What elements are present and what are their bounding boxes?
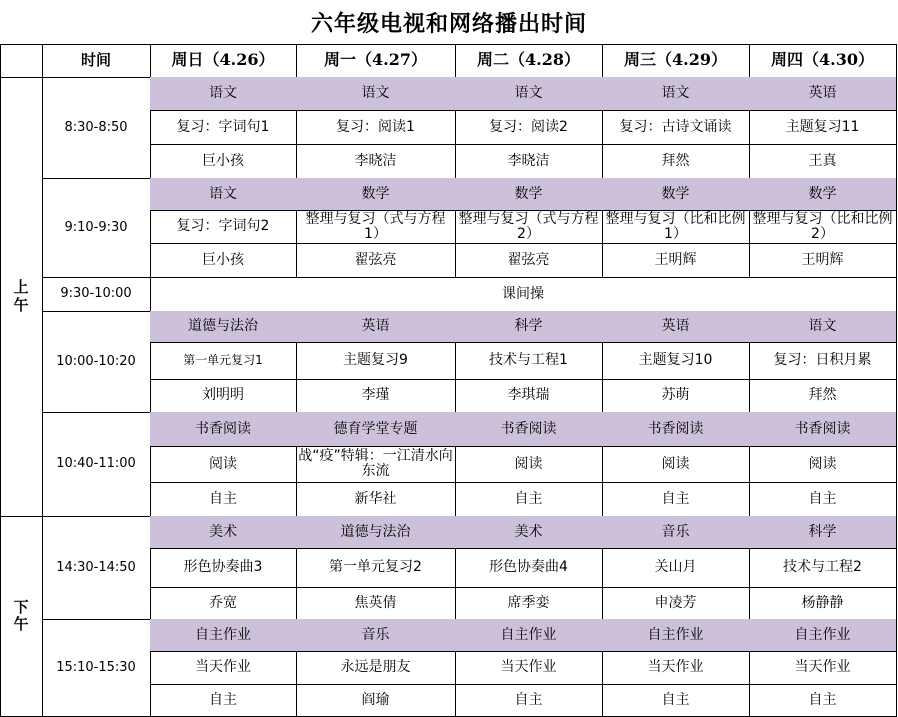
period-char: 下: [13, 597, 29, 616]
lesson-content-cell: 复习：阅读2: [455, 110, 603, 145]
teacher-cell: 李琪瑞: [455, 379, 603, 413]
teacher-cell: 李晓洁: [455, 144, 603, 179]
header-day-2: 周二（4.28）: [455, 44, 603, 78]
lesson-content-cell: 主题复习10: [602, 342, 750, 380]
time-slot-0: 8:30-8:50: [42, 77, 151, 179]
subject-cell: 数学: [749, 178, 897, 211]
period-label-0: [0, 77, 43, 517]
teacher-cell: 乔宽: [150, 587, 297, 620]
time-slot-5: 14:30-14:50: [42, 516, 151, 620]
lesson-content-cell: 当天作业: [150, 651, 297, 685]
period-char: 午: [13, 295, 29, 314]
teacher-cell: 阎瑜: [296, 684, 456, 717]
lesson-content-cell: 第一单元复习2: [296, 548, 456, 588]
subject-cell: 音乐: [602, 516, 750, 549]
teacher-cell: 刘明明: [150, 379, 297, 413]
teacher-cell: 翟弦亮: [455, 243, 603, 278]
lesson-content-cell: 战“疫”特辑：一江清水向东流: [296, 446, 456, 483]
subject-cell: 英语: [602, 311, 750, 343]
subject-cell: 德育学堂专题: [296, 412, 456, 447]
subject-cell: 自主作业: [455, 619, 603, 652]
lesson-content-cell: 技术与工程1: [455, 342, 603, 380]
lesson-content-cell: 技术与工程2: [749, 548, 897, 588]
subject-cell: 道德与法治: [150, 311, 297, 343]
header-corner: [0, 44, 43, 78]
teacher-cell: 自主: [749, 684, 897, 717]
subject-cell: 美术: [455, 516, 603, 549]
lesson-content-cell: 形色协奏曲4: [455, 548, 603, 588]
lesson-content-cell: 当天作业: [602, 651, 750, 685]
teacher-cell: 苏萌: [602, 379, 750, 413]
subject-cell: 科学: [455, 311, 603, 343]
subject-cell: 数学: [455, 178, 603, 211]
subject-cell: 道德与法治: [296, 516, 456, 549]
teacher-cell: 自主: [602, 482, 750, 517]
header-day-0: 周日（4.26）: [150, 44, 297, 78]
teacher-cell: 李瑾: [296, 379, 456, 413]
teacher-cell: 杨静静: [749, 587, 897, 620]
lesson-content-cell: 复习：字词句1: [150, 110, 297, 145]
lesson-content-cell: 阅读: [749, 446, 897, 483]
subject-cell: 数学: [602, 178, 750, 211]
subject-cell: 语文: [602, 77, 750, 111]
lesson-content-cell: 阅读: [455, 446, 603, 483]
time-slot-6: 15:10-15:30: [42, 619, 151, 717]
teacher-cell: 拜然: [749, 379, 897, 413]
time-slot-2: 9:30-10:00: [42, 277, 151, 312]
lesson-content-cell: 主题复习9: [296, 342, 456, 380]
subject-cell: 音乐: [296, 619, 456, 652]
teacher-cell: 新华社: [296, 482, 456, 517]
break-activity: 课间操: [150, 277, 897, 312]
teacher-cell: 自主: [749, 482, 897, 517]
lesson-content-cell: 整理与复习（比和比例1）: [602, 210, 750, 244]
teacher-cell: 拜然: [602, 144, 750, 179]
subject-cell: 书香阅读: [150, 412, 297, 447]
time-slot-1: 9:10-9:30: [42, 178, 151, 278]
teacher-cell: 自主: [455, 482, 603, 517]
subject-cell: 自主作业: [602, 619, 750, 652]
lesson-content-cell: 第一单元复习1: [150, 342, 297, 380]
lesson-content-cell: 关山月: [602, 548, 750, 588]
subject-cell: 语文: [150, 178, 297, 211]
teacher-cell: 翟弦亮: [296, 243, 456, 278]
subject-cell: 语文: [150, 77, 297, 111]
teacher-cell: 自主: [150, 684, 297, 717]
time-slot-3: 10:00-10:20: [42, 311, 151, 413]
subject-cell: 英语: [749, 77, 897, 111]
teacher-cell: 王明辉: [749, 243, 897, 278]
teacher-cell: 王明辉: [602, 243, 750, 278]
lesson-content-cell: 永远是朋友: [296, 651, 456, 685]
lesson-content-cell: 整理与复习（式与方程1）: [296, 210, 456, 244]
header-day-4: 周四（4.30）: [749, 44, 897, 78]
teacher-cell: 王真: [749, 144, 897, 179]
teacher-cell: 焦英倩: [296, 587, 456, 620]
subject-cell: 英语: [296, 311, 456, 343]
teacher-cell: 申凌芳: [602, 587, 750, 620]
lesson-content-cell: 整理与复习（比和比例2）: [749, 210, 897, 244]
subject-cell: 书香阅读: [602, 412, 750, 447]
lesson-content-cell: 复习：日积月累: [749, 342, 897, 380]
period-char: 上: [13, 278, 29, 297]
header-time-label: 时间: [42, 44, 151, 78]
teacher-cell: 自主: [150, 482, 297, 517]
teacher-cell: 自主: [455, 684, 603, 717]
subject-cell: 自主作业: [150, 619, 297, 652]
lesson-content-cell: 主题复习11: [749, 110, 897, 145]
subject-cell: 自主作业: [749, 619, 897, 652]
subject-cell: 语文: [455, 77, 603, 111]
period-char: 午: [13, 615, 29, 633]
lesson-content-cell: 阅读: [150, 446, 297, 483]
lesson-content-cell: 当天作业: [749, 651, 897, 685]
subject-cell: 美术: [150, 516, 297, 549]
lesson-content-cell: 复习：字词句2: [150, 210, 297, 244]
subject-cell: 语文: [296, 77, 456, 111]
teacher-cell: 巨小孩: [150, 243, 297, 278]
lesson-content-cell: 复习：古诗文诵读: [602, 110, 750, 145]
time-slot-4: 10:40-11:00: [42, 412, 151, 517]
teacher-cell: 自主: [602, 684, 750, 717]
header-day-1: 周一（4.27）: [296, 44, 456, 78]
subject-cell: 数学: [296, 178, 456, 211]
subject-cell: 科学: [749, 516, 897, 549]
lesson-content-cell: 整理与复习（式与方程2）: [455, 210, 603, 244]
header-day-3: 周三（4.29）: [602, 44, 750, 78]
subject-cell: 书香阅读: [749, 412, 897, 447]
period-label-1: [0, 516, 43, 717]
lesson-content-cell: 形色协奏曲3: [150, 548, 297, 588]
subject-cell: 语文: [749, 311, 897, 343]
teacher-cell: 李晓洁: [296, 144, 456, 179]
subject-cell: 书香阅读: [455, 412, 603, 447]
teacher-cell: 席季娈: [455, 587, 603, 620]
lesson-content-cell: 当天作业: [455, 651, 603, 685]
lesson-content-cell: 阅读: [602, 446, 750, 483]
page-title: 六年级电视和网络播出时间: [310, 10, 587, 37]
teacher-cell: 巨小孩: [150, 144, 297, 179]
lesson-content-cell: 复习：阅读1: [296, 110, 456, 145]
